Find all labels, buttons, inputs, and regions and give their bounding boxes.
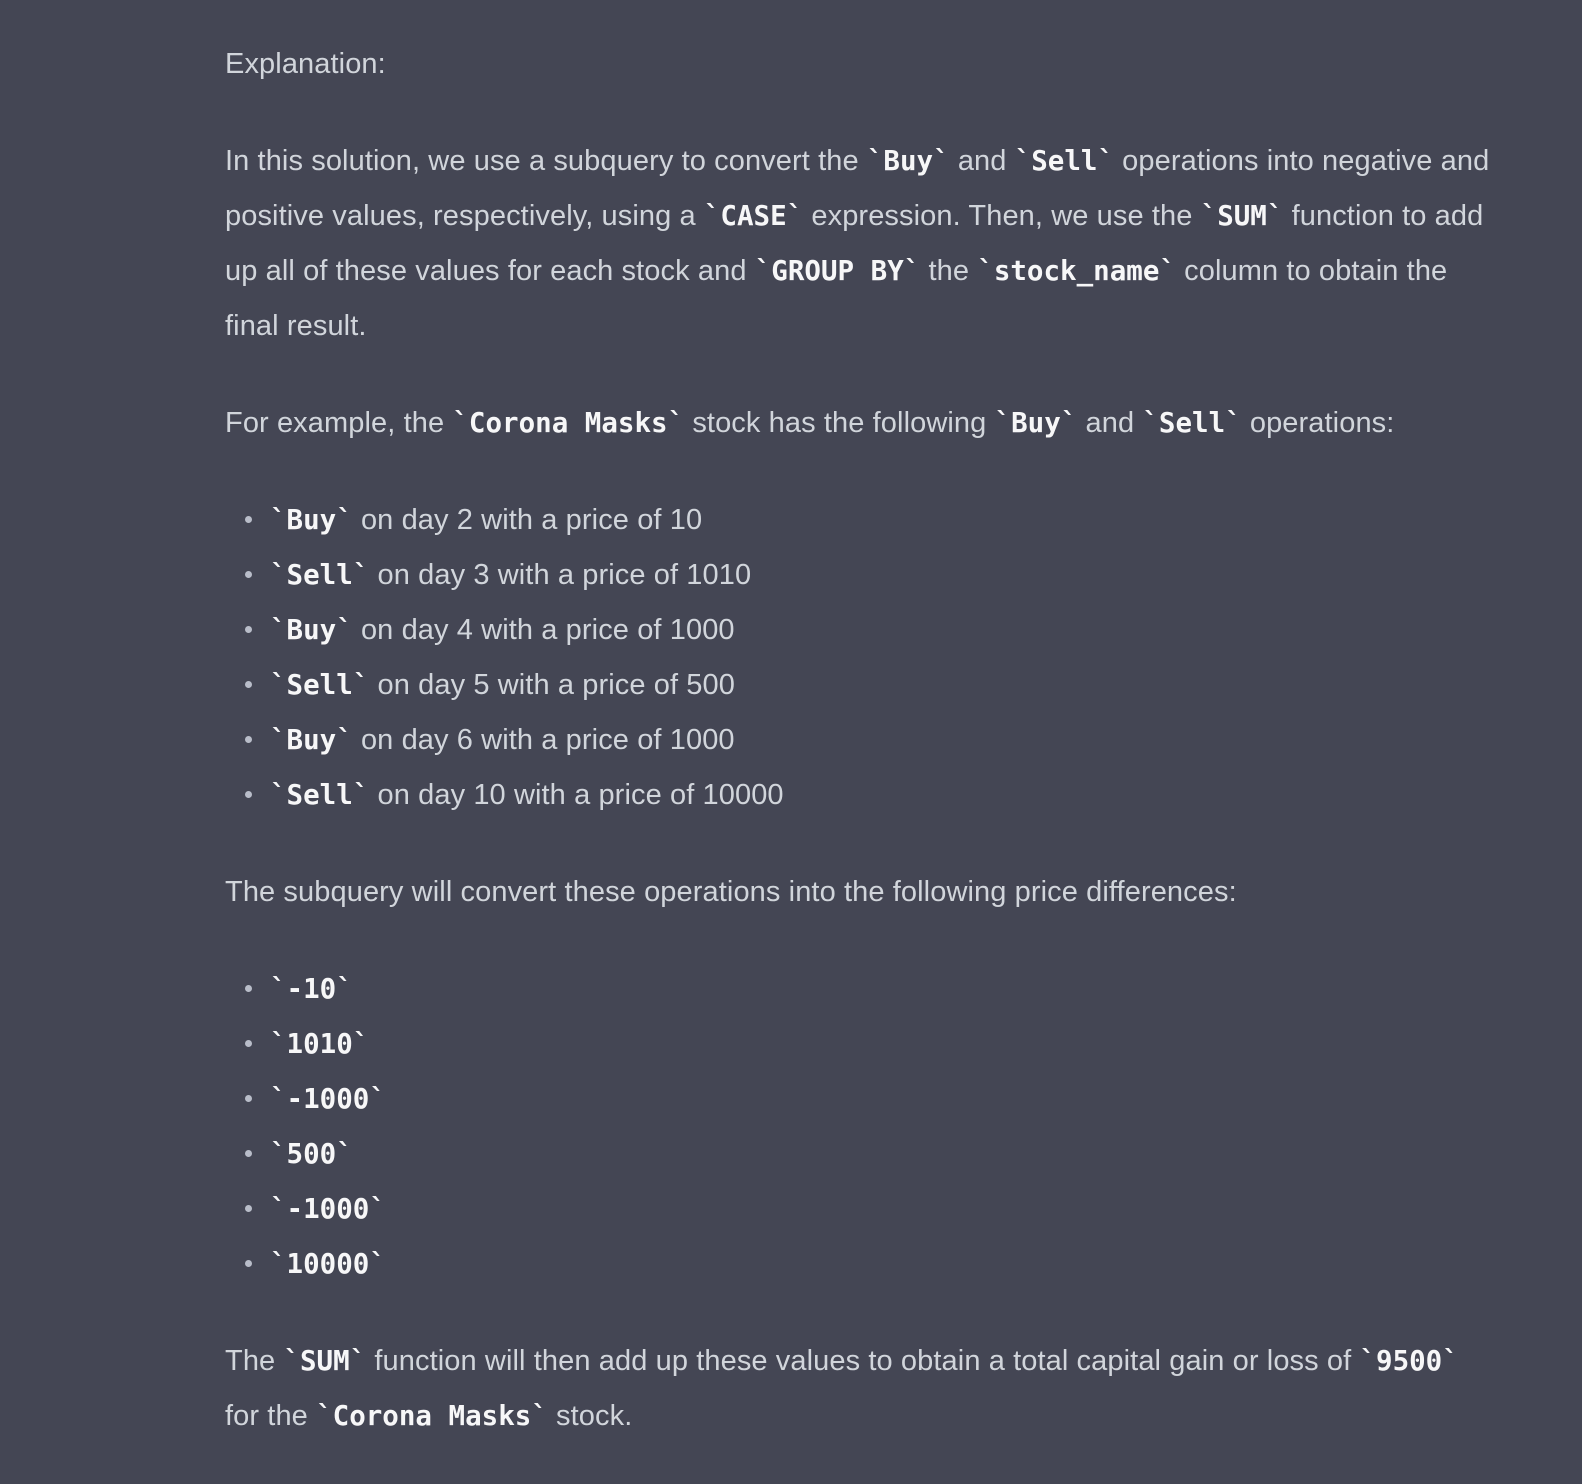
inline-code: `Buy` [994,407,1078,439]
text-run: stock. [547,1400,633,1432]
inline-code: `Corona Masks` [316,1400,548,1432]
text-run: In this solution, we use a subquery to convert the [225,145,867,177]
inline-code: `Sell` [270,779,370,811]
heading [225,37,1490,92]
text-run: operations into negative and positive values, respectively, using a [225,145,1490,232]
list-item [270,548,1492,603]
inline-code: `Sell` [1142,407,1242,439]
inline-code: `stock_name` [977,255,1176,287]
list-item [270,658,1492,713]
text-run: and [949,145,1015,177]
paragraph-intro [225,134,1490,354]
list-item [270,962,1492,1017]
inline-code: `SUM` [283,1345,367,1377]
text-run: on day 2 with a price of 10 [352,504,703,536]
inline-code: `Sell` [270,669,370,701]
inline-code: `Buy` [270,724,353,756]
operations-list [225,493,1492,823]
price-differences-list [225,962,1492,1292]
paragraph-sum [225,1334,1490,1444]
text-run: operations: [1241,407,1395,439]
list-item [270,493,1492,548]
list-item [270,713,1492,768]
inline-code: `Buy` [270,614,353,646]
inline-code: `Corona Masks` [452,407,685,439]
text-run: on day 3 with a price of 1010 [369,559,752,591]
text-run: the [920,255,978,287]
list-item [270,1017,1492,1072]
paragraph-subquery [225,865,1490,920]
text-run: Explanation: [225,48,386,80]
inline-code: `CASE` [703,200,804,232]
inline-code: `Buy` [270,504,353,536]
text-run: The [225,1345,284,1377]
text-run: For example, the [225,407,453,439]
list-item [270,1182,1492,1237]
inline-code: `-1000` [270,1083,386,1115]
text-run: function to add up all of these values for each stock and [225,200,1484,287]
inline-code: `Sell` [1014,145,1114,177]
text-run: on day 4 with a price of 1000 [352,614,735,646]
list-item [270,1127,1492,1182]
text-run: The subquery will convert these operations into the following price differences: [225,876,1237,908]
inline-code: `-1000` [270,1193,386,1225]
list-item [270,768,1492,823]
text-run: for the [225,1400,317,1432]
inline-code: `GROUP BY` [754,255,921,287]
list-item [270,1237,1492,1292]
inline-code: `1010` [270,1028,370,1060]
text-run: function will then add up these values to obtain a total capital gain or loss of [366,1345,1360,1377]
inline-code: `Buy` [866,145,950,177]
inline-code: `9500` [1359,1345,1459,1377]
text-run: and [1077,407,1143,439]
list-item [270,603,1492,658]
inline-code: `10000` [270,1248,386,1280]
text-run: on day 5 with a price of 500 [369,669,735,701]
inline-code: `500` [270,1138,353,1170]
inline-code: `-10` [270,973,353,1005]
inline-code: `Sell` [270,559,370,591]
paragraph-example [225,396,1490,451]
text-run: on day 10 with a price of 10000 [369,779,784,811]
text-run: expression. Then, we use the [803,200,1201,232]
inline-code: `SUM` [1200,200,1284,232]
text-run: on day 6 with a price of 1000 [352,724,735,756]
text-run: stock has the following [684,407,995,439]
text-run: column to obtain the final result. [225,255,1448,342]
list-item [270,1072,1492,1127]
